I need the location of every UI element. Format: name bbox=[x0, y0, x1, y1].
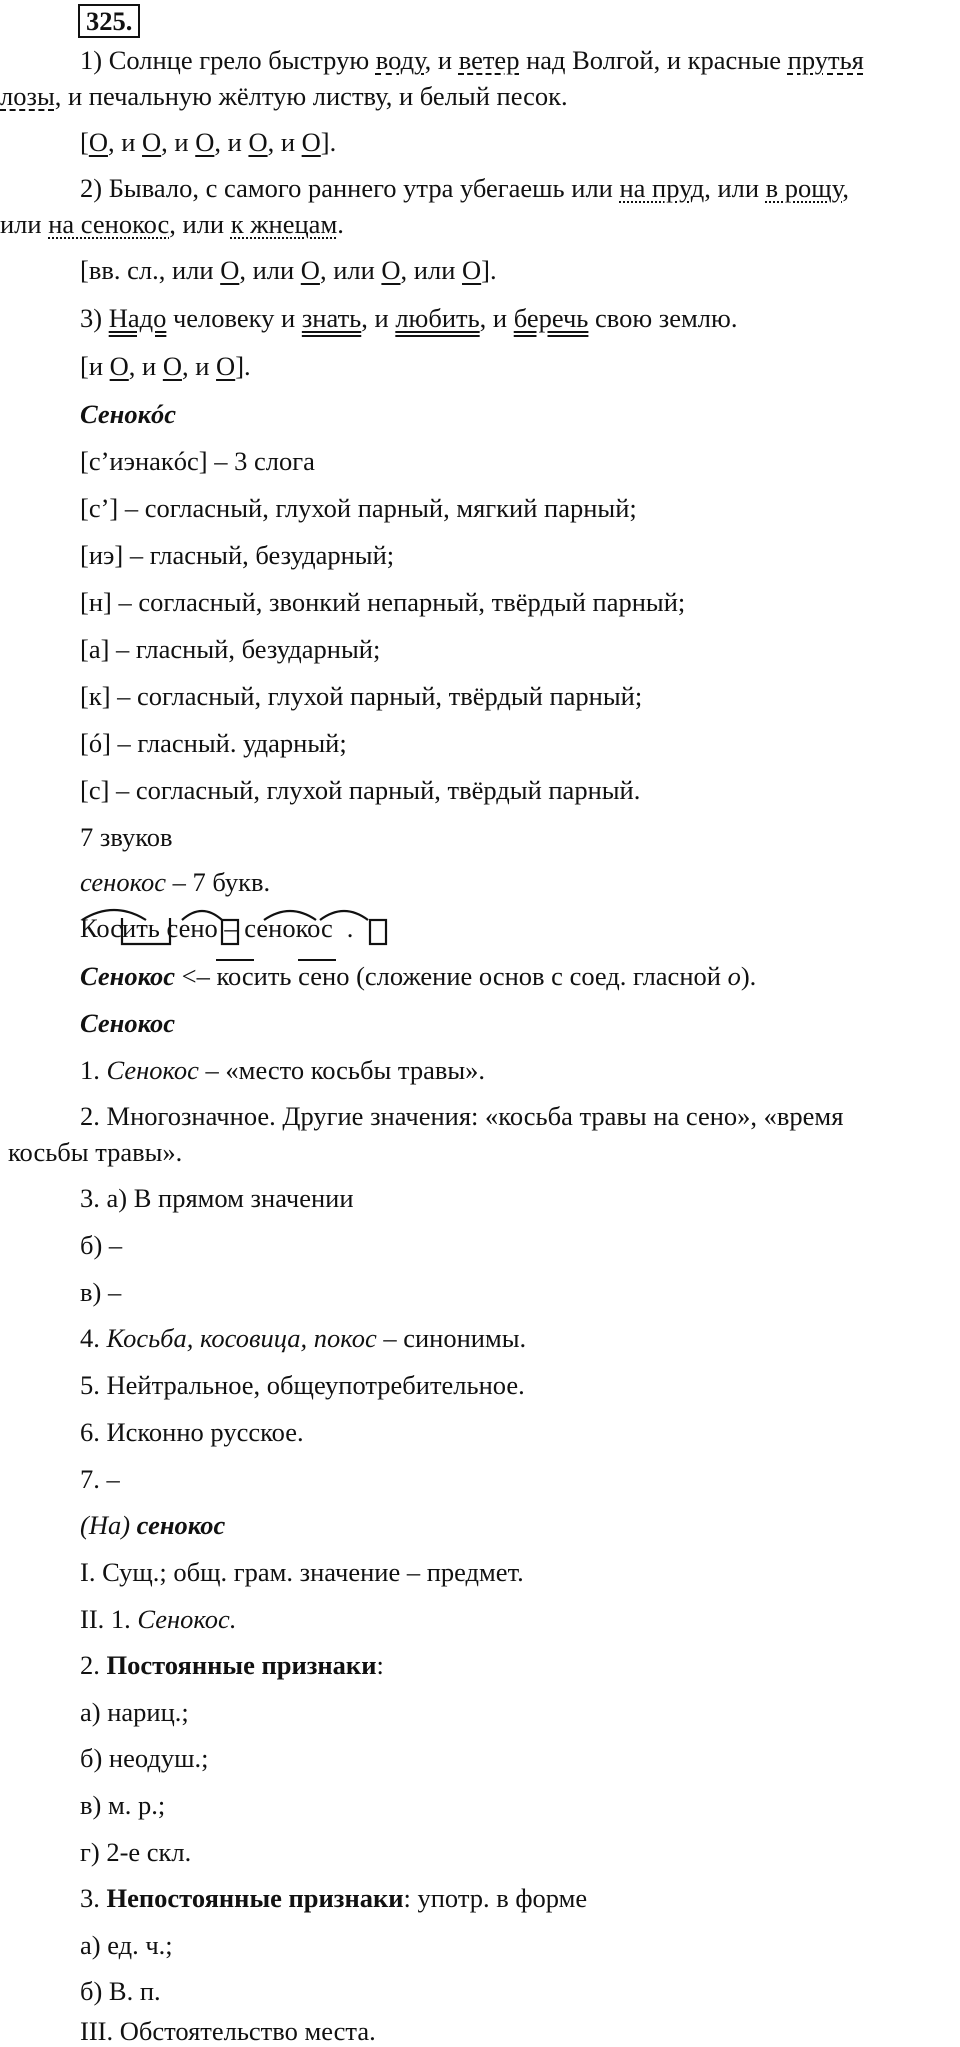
object-word: прутья bbox=[787, 45, 864, 75]
lexical-item-2-cont: косьбы травы». bbox=[8, 1137, 183, 1167]
morph-constant-item: б) неодуш.; bbox=[80, 1743, 209, 1773]
schema-2: [вв. сл., или О, или О, или О, или О]. bbox=[80, 255, 497, 285]
sound-row: [иэ] – гласный, безударный; bbox=[80, 540, 395, 570]
morph-ii: II. 1. Сенокос. bbox=[80, 1604, 237, 1634]
morph-heading: (На) сенокос bbox=[80, 1510, 226, 1540]
schema-1: [О, и О, и О, и О, и О]. bbox=[80, 127, 337, 157]
lexical-item-5: 5. Нейтральное, общеупотребительное. bbox=[80, 1370, 525, 1400]
morph-i: I. Сущ.; общ. грам. значение – предмет. bbox=[80, 1557, 524, 1587]
text: , и печальную жёлтую листву, и белый песок. bbox=[54, 81, 568, 111]
sentence-1-line-2 bbox=[0, 80, 568, 112]
sound-row: [с] – согласный, глухой парный, твёрдый парный. bbox=[80, 775, 641, 805]
lexical-item-4: 4. Косьба, косовица, покос – синонимы. bbox=[80, 1323, 527, 1353]
lexical-item-1: 1. Сенокос – «место косьбы травы». bbox=[80, 1055, 486, 1085]
morph-variable-item: а) ед. ч.; bbox=[80, 1930, 173, 1960]
word: сено bbox=[166, 913, 218, 943]
predicate: беречь bbox=[513, 303, 589, 333]
lexical-item-7: 7. – bbox=[80, 1464, 120, 1494]
sentence-3: 3) Надо человеку и знать, и любить, и беречь свою землю. bbox=[80, 303, 738, 333]
root-mark: сен bbox=[298, 961, 337, 991]
word-formation: Сенокос <– косить сено (сложение основ с соед. гласной о). bbox=[80, 961, 757, 991]
predicate: Надо bbox=[108, 303, 167, 333]
morph-variable-item: б) В. п. bbox=[80, 1976, 161, 2006]
adverbial: на пруд bbox=[619, 173, 705, 203]
morphemic-line: Косить сено – сенокос . bbox=[80, 913, 354, 943]
lexical-item-2: 2. Многозначное. Другие значения: «косьба травы на сено», «время bbox=[80, 1101, 844, 1131]
predicate: знать bbox=[301, 303, 362, 333]
morph-iii: III. Обстоятельство места. bbox=[80, 2016, 376, 2046]
word: Косить bbox=[80, 913, 160, 943]
sound-count: 7 звуков bbox=[80, 822, 173, 852]
morph-variable: 3. Непостоянные признаки: употр. в форме bbox=[80, 1883, 588, 1913]
sound-row: [а] – гласный, безударный; bbox=[80, 634, 381, 664]
lexical-item-3b: б) – bbox=[80, 1230, 123, 1260]
schema-3: [и О, и О, и О]. bbox=[80, 351, 251, 381]
text: , и bbox=[424, 45, 459, 75]
predicate: любить bbox=[395, 303, 480, 333]
sentence-2-line-1: 2) Бывало, с самого раннего утра убегаешь или на пруд, или в рощу, bbox=[80, 173, 849, 203]
letter-count: сенокос – 7 букв. bbox=[80, 867, 271, 897]
object-word: ветер bbox=[458, 45, 520, 75]
sound-row: [ó] – гласный. ударный; bbox=[80, 728, 347, 758]
lexical-item-3a: 3. а) В прямом значении bbox=[80, 1183, 354, 1213]
phonetic-heading: Сенокóс bbox=[80, 399, 177, 429]
sentence-2-line-2: или на сенокос, или к жнецам. bbox=[0, 209, 344, 239]
sound-row: [к] – согласный, глухой парный, твёрдый парный; bbox=[80, 681, 643, 711]
sentence-1-line-1 bbox=[80, 44, 864, 76]
morph-constant-item: в) м. р.; bbox=[80, 1790, 166, 1820]
morph-constant: 2. Постоянные признаки: bbox=[80, 1650, 384, 1680]
sound-row: [н] – согласный, звонкий непарный, твёрдый парный; bbox=[80, 587, 686, 617]
exercise-number: 325. bbox=[78, 4, 140, 38]
adverbial: к жнецам bbox=[230, 209, 338, 239]
morph-constant-item: а) нариц.; bbox=[80, 1697, 189, 1727]
object-word: лозы bbox=[0, 81, 55, 111]
text: 1) Солнце грело быструю bbox=[80, 45, 376, 75]
transcription: [с’иэнакóс] – 3 слога bbox=[80, 446, 315, 476]
text: над Волгой, и красные bbox=[519, 45, 788, 75]
word: сенокос bbox=[244, 913, 333, 943]
adverbial: на сенокос bbox=[48, 209, 170, 239]
sound-row: [с’] – согласный, глухой парный, мягкий парный; bbox=[80, 493, 637, 523]
lexical-item-3c: в) – bbox=[80, 1277, 122, 1307]
adverbial: в рощу bbox=[765, 173, 843, 203]
lexical-heading: Сенокос bbox=[80, 1008, 176, 1038]
morph-constant-item: г) 2-е скл. bbox=[80, 1837, 192, 1867]
ending-box bbox=[370, 920, 386, 944]
lexical-item-6: 6. Исконно русское. bbox=[80, 1417, 304, 1447]
object-word: воду bbox=[375, 45, 425, 75]
root-mark: кос bbox=[216, 961, 254, 991]
